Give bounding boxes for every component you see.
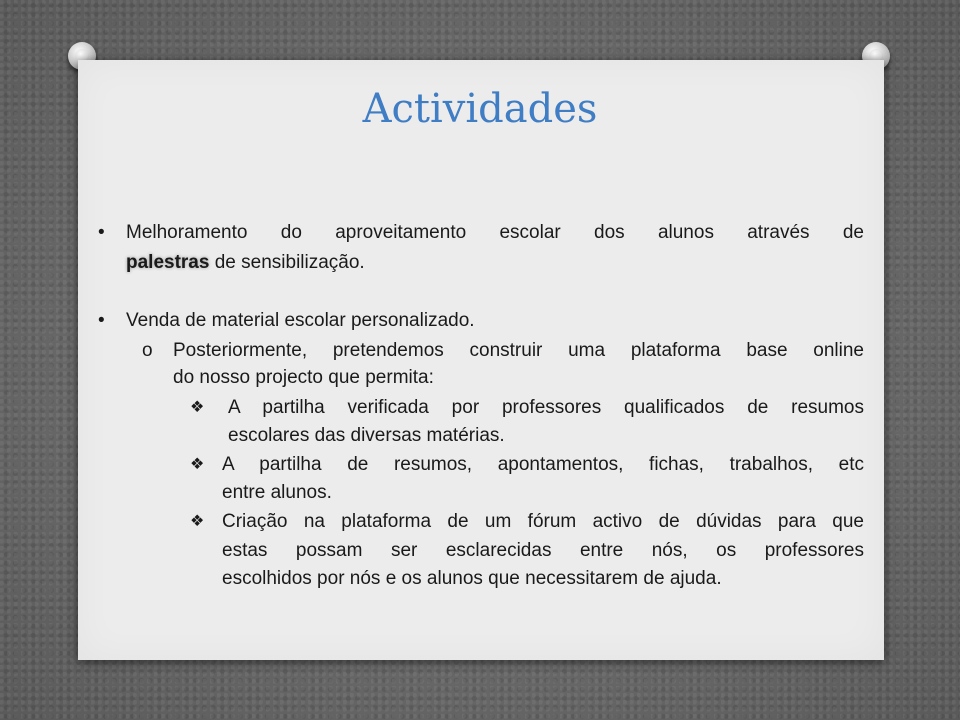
diamond-2-line-1: A partilha de resumos, apontamentos, fichas, trabalhos, etc xyxy=(222,454,864,475)
bullet-1-line-2-rest: de sensibilização. xyxy=(209,252,365,273)
diamond-1-line-1: A partilha verificada por professores qualificados de resumos xyxy=(228,397,864,418)
bullet-2-line-1: Venda de material escolar personalizado. xyxy=(126,310,475,331)
bullet-1-line-2 xyxy=(126,251,365,275)
diamond-1-icon: ❖ xyxy=(190,399,205,416)
bullet-1-marker: • xyxy=(98,222,105,243)
sub-bullet-line-2: do nosso projecto que permita: xyxy=(173,367,434,388)
diamond-3-line-1: Criação na plataforma de um fórum activo de dúvidas para que xyxy=(222,511,864,532)
diamond-1-line-2: escolares das diversas matérias. xyxy=(228,425,505,446)
highlight-palestras: palestras xyxy=(126,252,210,273)
diamond-3-line-3: escolhidos por nós e os alunos que necessitarem de ajuda. xyxy=(222,568,722,589)
diamond-2-icon: ❖ xyxy=(190,456,205,473)
bullet-2-marker: • xyxy=(98,310,105,331)
slide-title: Actividades xyxy=(362,86,598,132)
sub-bullet-marker: o xyxy=(142,340,153,361)
sub-bullet-line-1: Posteriormente, pretendemos construir uma plataforma base online xyxy=(173,340,864,361)
diamond-3-line-2: estas possam ser esclarecidas entre nós, os professores xyxy=(222,540,864,561)
diamond-2-line-2: entre alunos. xyxy=(222,482,332,503)
bullet-1-line-1: Melhoramento do aproveitamento escolar dos alunos através de xyxy=(126,222,864,243)
diamond-3-icon: ❖ xyxy=(190,513,205,530)
